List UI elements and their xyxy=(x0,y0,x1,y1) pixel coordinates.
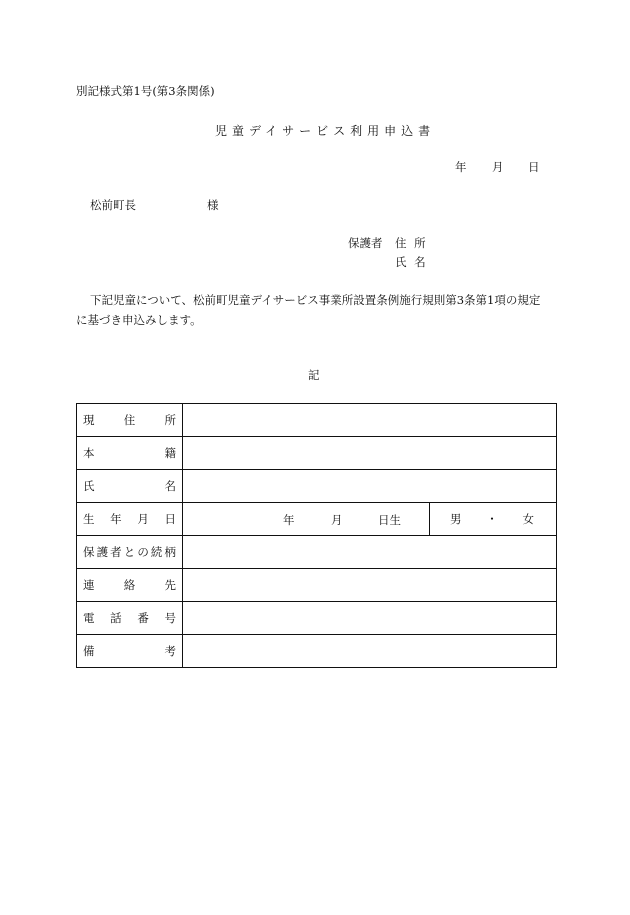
sex-male-option[interactable]: 男 xyxy=(450,512,462,526)
row-label-char: 電 xyxy=(83,611,95,625)
row-value-field[interactable] xyxy=(183,602,557,635)
statement-line-1: 下記児童について、松前町児童デイサービス事業所設置条例施行規則第3条第1項の規定 xyxy=(90,293,541,307)
sex-options xyxy=(430,511,556,527)
statement-line-2: に基づき申込みします。 xyxy=(76,313,202,327)
row-label-char: 日 xyxy=(164,512,176,526)
form-reference: 別記様式第1号(第3条関係) xyxy=(76,84,215,98)
row-label xyxy=(77,643,182,659)
date-year-label: 年 xyxy=(455,160,467,174)
row-label xyxy=(77,445,182,461)
row-label-char: 続 xyxy=(150,545,163,559)
row-value-field[interactable] xyxy=(183,569,557,602)
row-value-field[interactable] xyxy=(183,404,557,437)
row-value-field[interactable] xyxy=(183,437,557,470)
row-label-char: 絡 xyxy=(123,578,136,592)
sex-separator: ・ xyxy=(486,512,498,526)
row-label-char: 号 xyxy=(164,611,176,625)
row-label-char: と xyxy=(123,545,136,559)
table-row xyxy=(77,569,557,602)
row-label-char: 氏 xyxy=(83,479,95,493)
table-row xyxy=(77,470,557,503)
guardian-name-label: 氏 名 xyxy=(395,255,426,269)
row-label-char: 現 xyxy=(83,413,95,427)
row-label-char: 先 xyxy=(164,578,176,592)
row-label xyxy=(77,544,182,560)
birthdate-field[interactable] xyxy=(183,503,430,536)
row-label-cell xyxy=(77,569,183,602)
row-label-char: の xyxy=(137,545,149,559)
date-month-label: 月 xyxy=(492,160,504,174)
row-label-char: 籍 xyxy=(164,446,176,460)
row-label-cell xyxy=(77,602,183,635)
table-row xyxy=(77,635,557,668)
row-label-char: 考 xyxy=(164,644,176,658)
row-label xyxy=(77,610,182,626)
row-label-cell xyxy=(77,536,183,569)
row-label-cell xyxy=(77,635,183,668)
row-label-char: 保 xyxy=(83,545,95,559)
row-value-field[interactable] xyxy=(183,635,557,668)
sex-female-option[interactable]: 女 xyxy=(522,512,534,526)
row-label-char: 名 xyxy=(164,479,176,493)
date-day-label: 日 xyxy=(528,160,540,174)
birthdate-month-label: 月 xyxy=(331,513,343,527)
table-row xyxy=(77,437,557,470)
row-label-char: 備 xyxy=(83,644,95,658)
application-details-table xyxy=(76,403,557,668)
row-label-char: 話 xyxy=(110,611,122,625)
table-row xyxy=(77,602,557,635)
row-label-char: 生 xyxy=(83,512,95,526)
row-label xyxy=(77,577,182,593)
table-row xyxy=(77,536,557,569)
row-label-char: 所 xyxy=(164,413,176,427)
row-label-char: 本 xyxy=(83,446,95,460)
row-label-cell xyxy=(77,404,183,437)
row-label-char: 年 xyxy=(110,512,122,526)
document-title: 児童デイサービス利用申込書 xyxy=(215,124,436,138)
addressee-name: 松前町長 xyxy=(90,198,136,212)
row-label-cell xyxy=(77,503,183,536)
birthdate-day-label: 日生 xyxy=(378,513,401,527)
row-value-field[interactable] xyxy=(183,470,557,503)
row-label-char: 柄 xyxy=(164,545,176,559)
guardian-label: 保護者 xyxy=(348,236,383,250)
addressee-honorific: 様 xyxy=(207,198,219,212)
row-label xyxy=(77,412,182,428)
row-label-char: 住 xyxy=(123,413,136,427)
row-label-cell xyxy=(77,437,183,470)
birthdate-year-label: 年 xyxy=(283,513,295,527)
row-label-char: 番 xyxy=(137,611,149,625)
ki-heading: 記 xyxy=(308,368,320,382)
row-label xyxy=(77,511,182,527)
row-value-field[interactable] xyxy=(183,536,557,569)
row-label xyxy=(77,478,182,494)
guardian-address-label: 住 所 xyxy=(395,236,426,250)
row-label-char: 月 xyxy=(137,512,149,526)
table-row xyxy=(77,404,557,437)
row-label-cell xyxy=(77,470,183,503)
table-row xyxy=(77,503,557,536)
row-label-char: 護 xyxy=(96,545,109,559)
row-label-char: 連 xyxy=(83,578,95,592)
sex-field[interactable] xyxy=(430,503,557,536)
row-label-char: 者 xyxy=(110,545,122,559)
